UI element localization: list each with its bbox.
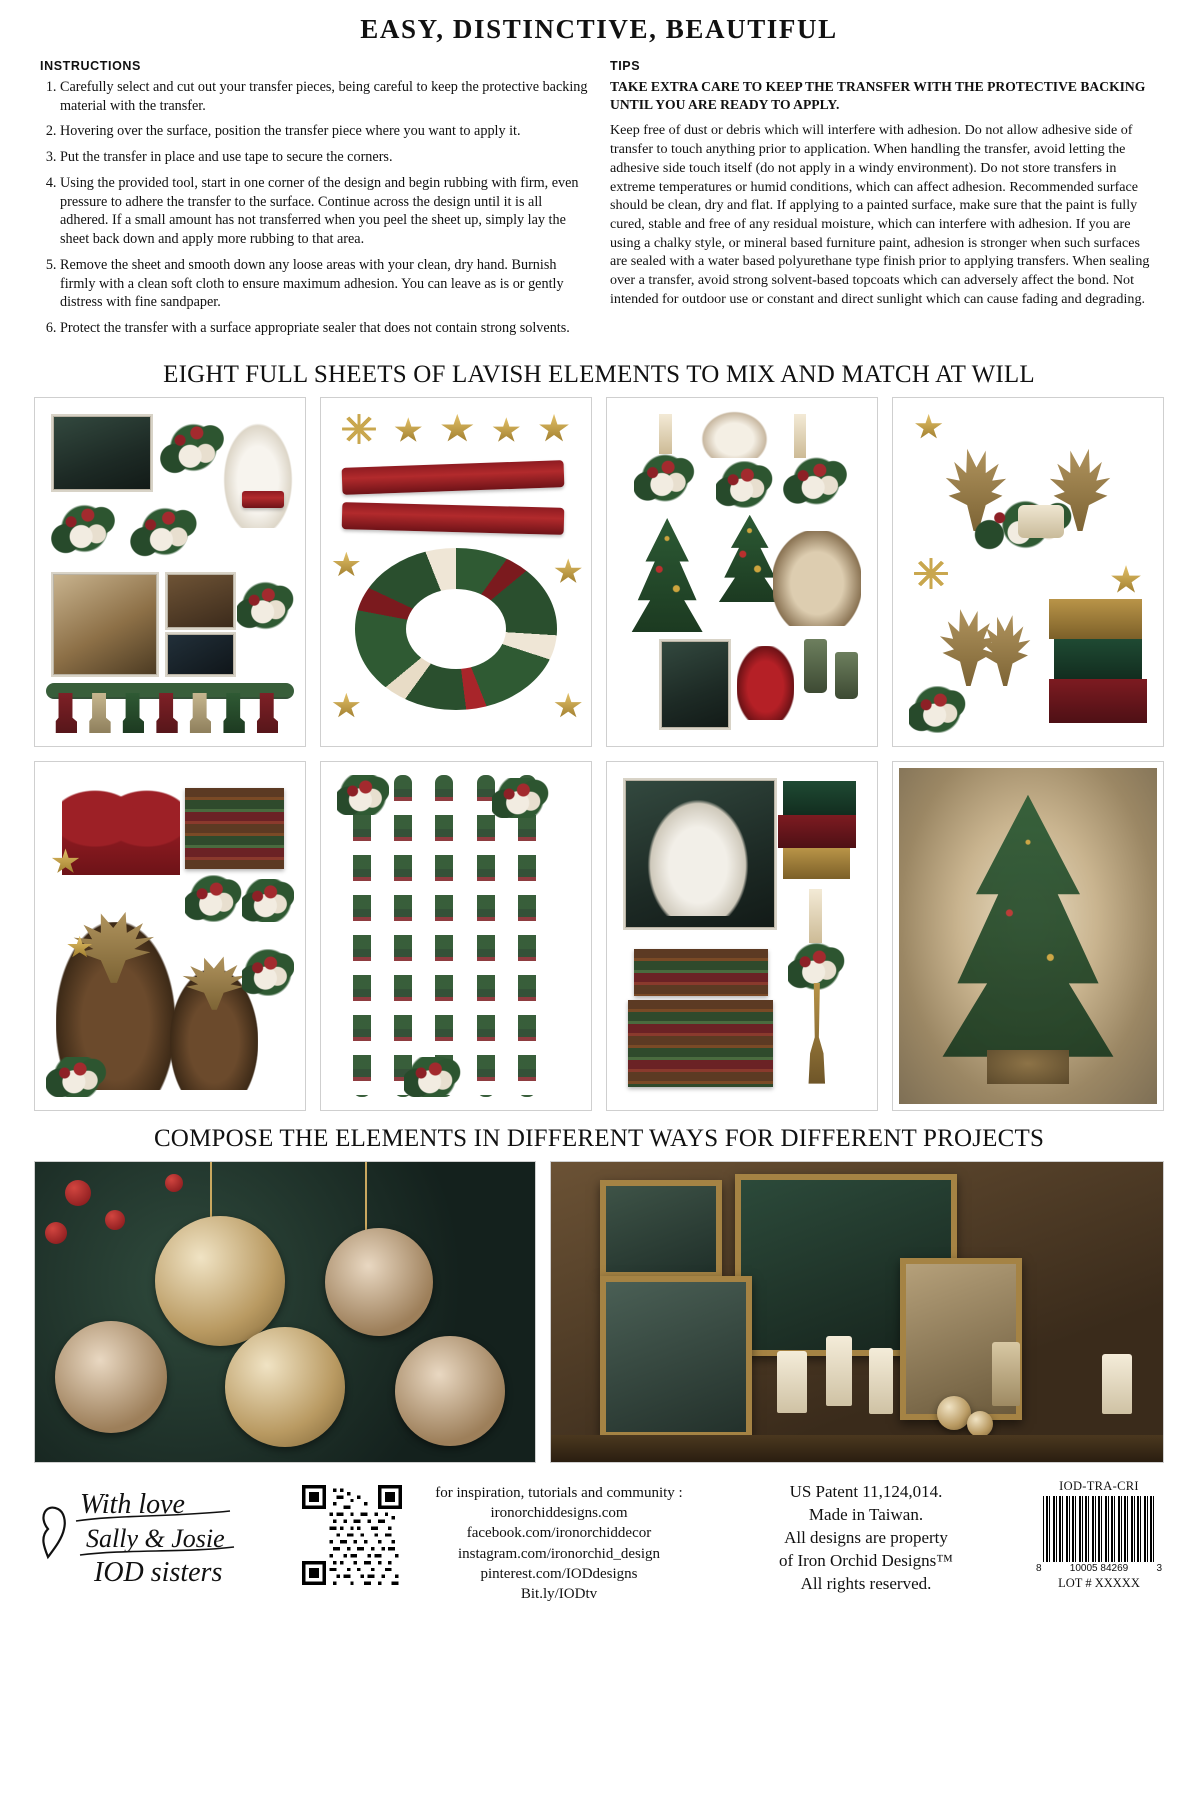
- tips-warning: TAKE EXTRA CARE TO KEEP THE TRANSFER WITH THE PROTECTIVE BACKING UNTIL YOU ARE READY TO APPLY.: [610, 79, 1146, 112]
- gold-ornament: [937, 1396, 971, 1430]
- berry-spray: [237, 579, 294, 633]
- svg-text:IOD sisters: IOD sisters: [94, 1556, 223, 1588]
- gold-snowflake-ornament: [225, 1327, 345, 1447]
- page-title: EASY, DISTINCTIVE, BEAUTIFUL: [360, 14, 838, 44]
- heart-icon: [43, 1507, 64, 1556]
- sheet-2: [320, 397, 592, 747]
- rose-holly-sprig: [185, 875, 242, 922]
- star-icon: [1111, 565, 1142, 595]
- tree-base: [987, 1050, 1070, 1084]
- ownership-line-1: All designs are property: [784, 1527, 948, 1547]
- origin-line: Made in Taiwan.: [808, 1504, 924, 1524]
- signature: [34, 1477, 284, 1597]
- barcode-digits: [1036, 1563, 1162, 1574]
- candle-greenery: [716, 461, 773, 508]
- instructions-column: [40, 59, 588, 345]
- gift-box: [1049, 679, 1147, 723]
- candle-greenery: [788, 943, 845, 990]
- sku-code: IOD-TRA-CRI: [1059, 1478, 1139, 1493]
- barcode-digit-main: 10005 84269: [1069, 1562, 1129, 1574]
- star-icon: [441, 414, 475, 444]
- holly-garland: [394, 775, 412, 1098]
- wrapped-gift: [634, 949, 768, 996]
- gift-box: [783, 848, 850, 878]
- star-icon: [394, 417, 422, 444]
- candle-greenery: [783, 454, 850, 508]
- white-rabbit: [644, 795, 752, 916]
- star-icon: [492, 417, 520, 444]
- ribbon-banner: [342, 460, 565, 495]
- sheet-1-art: [41, 404, 299, 740]
- holly-garland: [518, 775, 536, 1098]
- apothecary-bottle: [835, 652, 858, 699]
- compose-gallery: [0, 1161, 1198, 1463]
- snowflake-icon: [914, 558, 948, 588]
- sheet-5: [34, 761, 306, 1111]
- instruction-step: 3. Put the transfer in place and use tape to secure the corners.: [60, 148, 588, 167]
- book-stack: [628, 1000, 772, 1087]
- christmas-tree-painting: [51, 572, 158, 677]
- svg-text:With love: With love: [80, 1488, 185, 1520]
- sheet-2-art: [327, 404, 585, 740]
- night-painting: [165, 632, 236, 676]
- sheet-4: [892, 397, 1164, 747]
- pillar-candle: [777, 1351, 807, 1413]
- gold-snowflake-ornament: [155, 1216, 285, 1346]
- sheet-7-art: [613, 768, 871, 1104]
- mantel-shelf: [551, 1435, 1163, 1462]
- garland-bottom-sprig: [404, 1057, 461, 1097]
- candle-greenery: [634, 451, 696, 505]
- qr-code[interactable]: [302, 1485, 402, 1585]
- holly-sprig: [242, 879, 294, 923]
- gold-ornament: [967, 1411, 993, 1437]
- barcode-digit-right: 3: [1156, 1562, 1162, 1574]
- book-stack: [185, 788, 283, 869]
- candle: [794, 414, 807, 458]
- berry: [165, 1174, 183, 1192]
- sheets-row-2: [34, 761, 1164, 1111]
- gift-box: [1054, 639, 1142, 679]
- christmas-tree: [628, 518, 705, 632]
- ownership-line-2: of Iron Orchid Designs™: [779, 1550, 953, 1570]
- pillar-candle: [826, 1336, 852, 1406]
- brass-candlestick: [804, 983, 830, 1084]
- red-rose-ornament: [55, 1321, 167, 1433]
- cream-rose-ornament: [395, 1336, 505, 1446]
- plaid-bow: [62, 781, 181, 875]
- link-facebook[interactable]: facebook.com/ironorchiddecor: [466, 1525, 652, 1542]
- sheet-4-art: [899, 404, 1157, 740]
- instruction-step: 5. Remove the sheet and smooth down any loose areas with your clean, dry hand. Burnish firmly with a clean soft cloth to ensure maximum adhesion. You can leave as is or gently distress with fine sandpaper.: [60, 256, 588, 312]
- svg-text:Sally & Josie: Sally & Josie: [86, 1523, 225, 1553]
- winter-painting: [659, 639, 730, 730]
- holly-garland: [477, 775, 495, 1098]
- gift-box: [783, 781, 855, 815]
- sheet-1: [34, 397, 306, 747]
- rights-line: All rights reserved.: [800, 1573, 932, 1593]
- text-columns: [0, 45, 1198, 345]
- stag-framed-art: [600, 1276, 752, 1438]
- greenery-base: [46, 1057, 108, 1097]
- berry: [65, 1180, 91, 1206]
- books-painting: [165, 572, 236, 630]
- sheet-6-art: [327, 768, 585, 1104]
- gift-box: [1049, 599, 1142, 639]
- instructions-heading: INSTRUCTIONS: [40, 59, 141, 73]
- sheet-8: [892, 761, 1164, 1111]
- candle: [659, 414, 672, 454]
- pillar-candle: [1102, 1354, 1132, 1414]
- holly-sprig: [909, 686, 966, 733]
- barcode-digit-left: 8: [1036, 1562, 1042, 1574]
- snowflake-icon: [342, 414, 376, 444]
- garland-top-sprig: [492, 778, 549, 818]
- tips-heading: TIPS: [610, 59, 641, 73]
- sheet-3-art: [613, 404, 871, 740]
- compose-mantel: [550, 1161, 1164, 1463]
- instruction-step: 6. Protect the transfer with a surface appropriate sealer that does not contain strong solvents.: [60, 319, 588, 338]
- compose-ornaments: [34, 1161, 536, 1463]
- sheets-section-title: EIGHT FULL SHEETS OF LAVISH ELEMENTS TO MIX AND MATCH AT WILL: [163, 360, 1035, 388]
- link-video[interactable]: Bit.ly/IODtv: [520, 1586, 598, 1603]
- tips-column: [610, 59, 1158, 345]
- pillar-candle: [992, 1342, 1020, 1406]
- ornament-hook: [365, 1162, 367, 1232]
- signature-art: [34, 1477, 284, 1595]
- barcode-image: [1043, 1496, 1155, 1562]
- star-icon: [554, 558, 582, 585]
- pillar-candle: [869, 1348, 893, 1414]
- holly-rose-spray: [160, 411, 227, 485]
- berry: [105, 1210, 125, 1230]
- sheets-row-1: [34, 397, 1164, 747]
- holly-garland: [353, 775, 371, 1098]
- link-pinterest[interactable]: pinterest.com/IODdesigns: [480, 1565, 638, 1582]
- links-block: [420, 1477, 698, 1605]
- star-icon: [539, 414, 570, 444]
- ornament-hook: [210, 1162, 212, 1222]
- mouse-in-teacup: [701, 411, 768, 458]
- lot-number: LOT # XXXXX: [1058, 1575, 1140, 1590]
- compose-section-title: COMPOSE THE ELEMENTS IN DIFFERENT WAYS FOR DIFFERENT PROJECTS: [153, 1124, 1045, 1152]
- white-cat: [222, 421, 294, 529]
- rose-wreath: [355, 548, 556, 709]
- link-instagram[interactable]: instagram.com/ironorchid_design: [457, 1545, 661, 1562]
- sheet-5-art: [41, 768, 299, 1104]
- links-intro: for inspiration, tutorials and community :: [435, 1484, 683, 1501]
- holly-sprig: [242, 949, 294, 996]
- qr-code-image: [302, 1485, 402, 1585]
- stag-painting: [51, 414, 153, 492]
- cardinal-bird: [737, 646, 794, 720]
- ribbon-banner: [342, 502, 565, 535]
- legal-block: [716, 1477, 1016, 1596]
- footer: [0, 1463, 1198, 1605]
- holly-garland: [435, 775, 453, 1098]
- star-icon: [332, 693, 360, 720]
- sheets-grid: [0, 397, 1198, 1111]
- patent-line: US Patent 11,124,014.: [789, 1481, 943, 1501]
- owl-framed-art: [600, 1180, 722, 1278]
- star-icon: [914, 414, 942, 441]
- instruction-step: 2. Hovering over the surface, position the transfer piece where you want to apply it.: [60, 122, 588, 141]
- garland-top-sprig: [337, 775, 389, 815]
- sheet-3: [606, 397, 878, 747]
- candle: [809, 889, 822, 943]
- berry: [45, 1222, 67, 1244]
- apothecary-bottle: [804, 639, 827, 693]
- sheet-6: [320, 761, 592, 1111]
- rose-spray-left: [51, 495, 118, 562]
- link-website[interactable]: ironorchiddesigns.com: [490, 1505, 628, 1522]
- sheet-7: [606, 761, 878, 1111]
- rose-spray-right: [129, 498, 201, 565]
- rose-photo-ornament: [325, 1228, 433, 1336]
- instructions-list: [40, 78, 588, 338]
- sheet-8-art: [899, 768, 1157, 1104]
- star-icon: [554, 693, 582, 720]
- instruction-step: 1. Carefully select and cut out your transfer pieces, being careful to keep the protective backing material with the transfer.: [60, 78, 588, 115]
- barcode-block: [1034, 1477, 1164, 1591]
- barn-owl: [773, 531, 861, 625]
- star-icon: [332, 552, 360, 579]
- cat-bow: [242, 491, 283, 508]
- gift-box: [778, 815, 855, 849]
- ribbon-bow: [1018, 505, 1064, 539]
- instruction-step: 4. Using the provided tool, start in one corner of the design and begin rubbing with firm, even pressure to adhere the transfer to the surface. Continue across the design until it is all adhered. If a small amount has not transferred when you peel the sheet up, simply lay the sheet back down and apply more rubbing to that area.: [60, 174, 588, 249]
- tips-body: Keep free of dust or debris which will interfere with adhesion. Do not allow adhesive side of transfer to touch anything prior to application. When handling the transfer, avoid letting the adhesive side touch itself (do not apply in a windy environment). Do not store transfers in extreme temperatures or humid conditions, which can affect adhesion. Recommended surface should be clean, dry and flat. If applying to a painted surface, make sure that the paint is fully cured, stable and free of any residual moisture, which can interfere with adhesion. If you are using a chalky style, or mineral based furniture paint, adhesion is stronger when such surfaces are sealed with a water based polyurethane type finish prior to applying transfers. When sealing over a transfer, avoid strong solvent-based topcoats which can adversely affect the bond. Not intended for outdoor use or constant and direct sunlight which can cause fading and degrading.: [610, 122, 1150, 307]
